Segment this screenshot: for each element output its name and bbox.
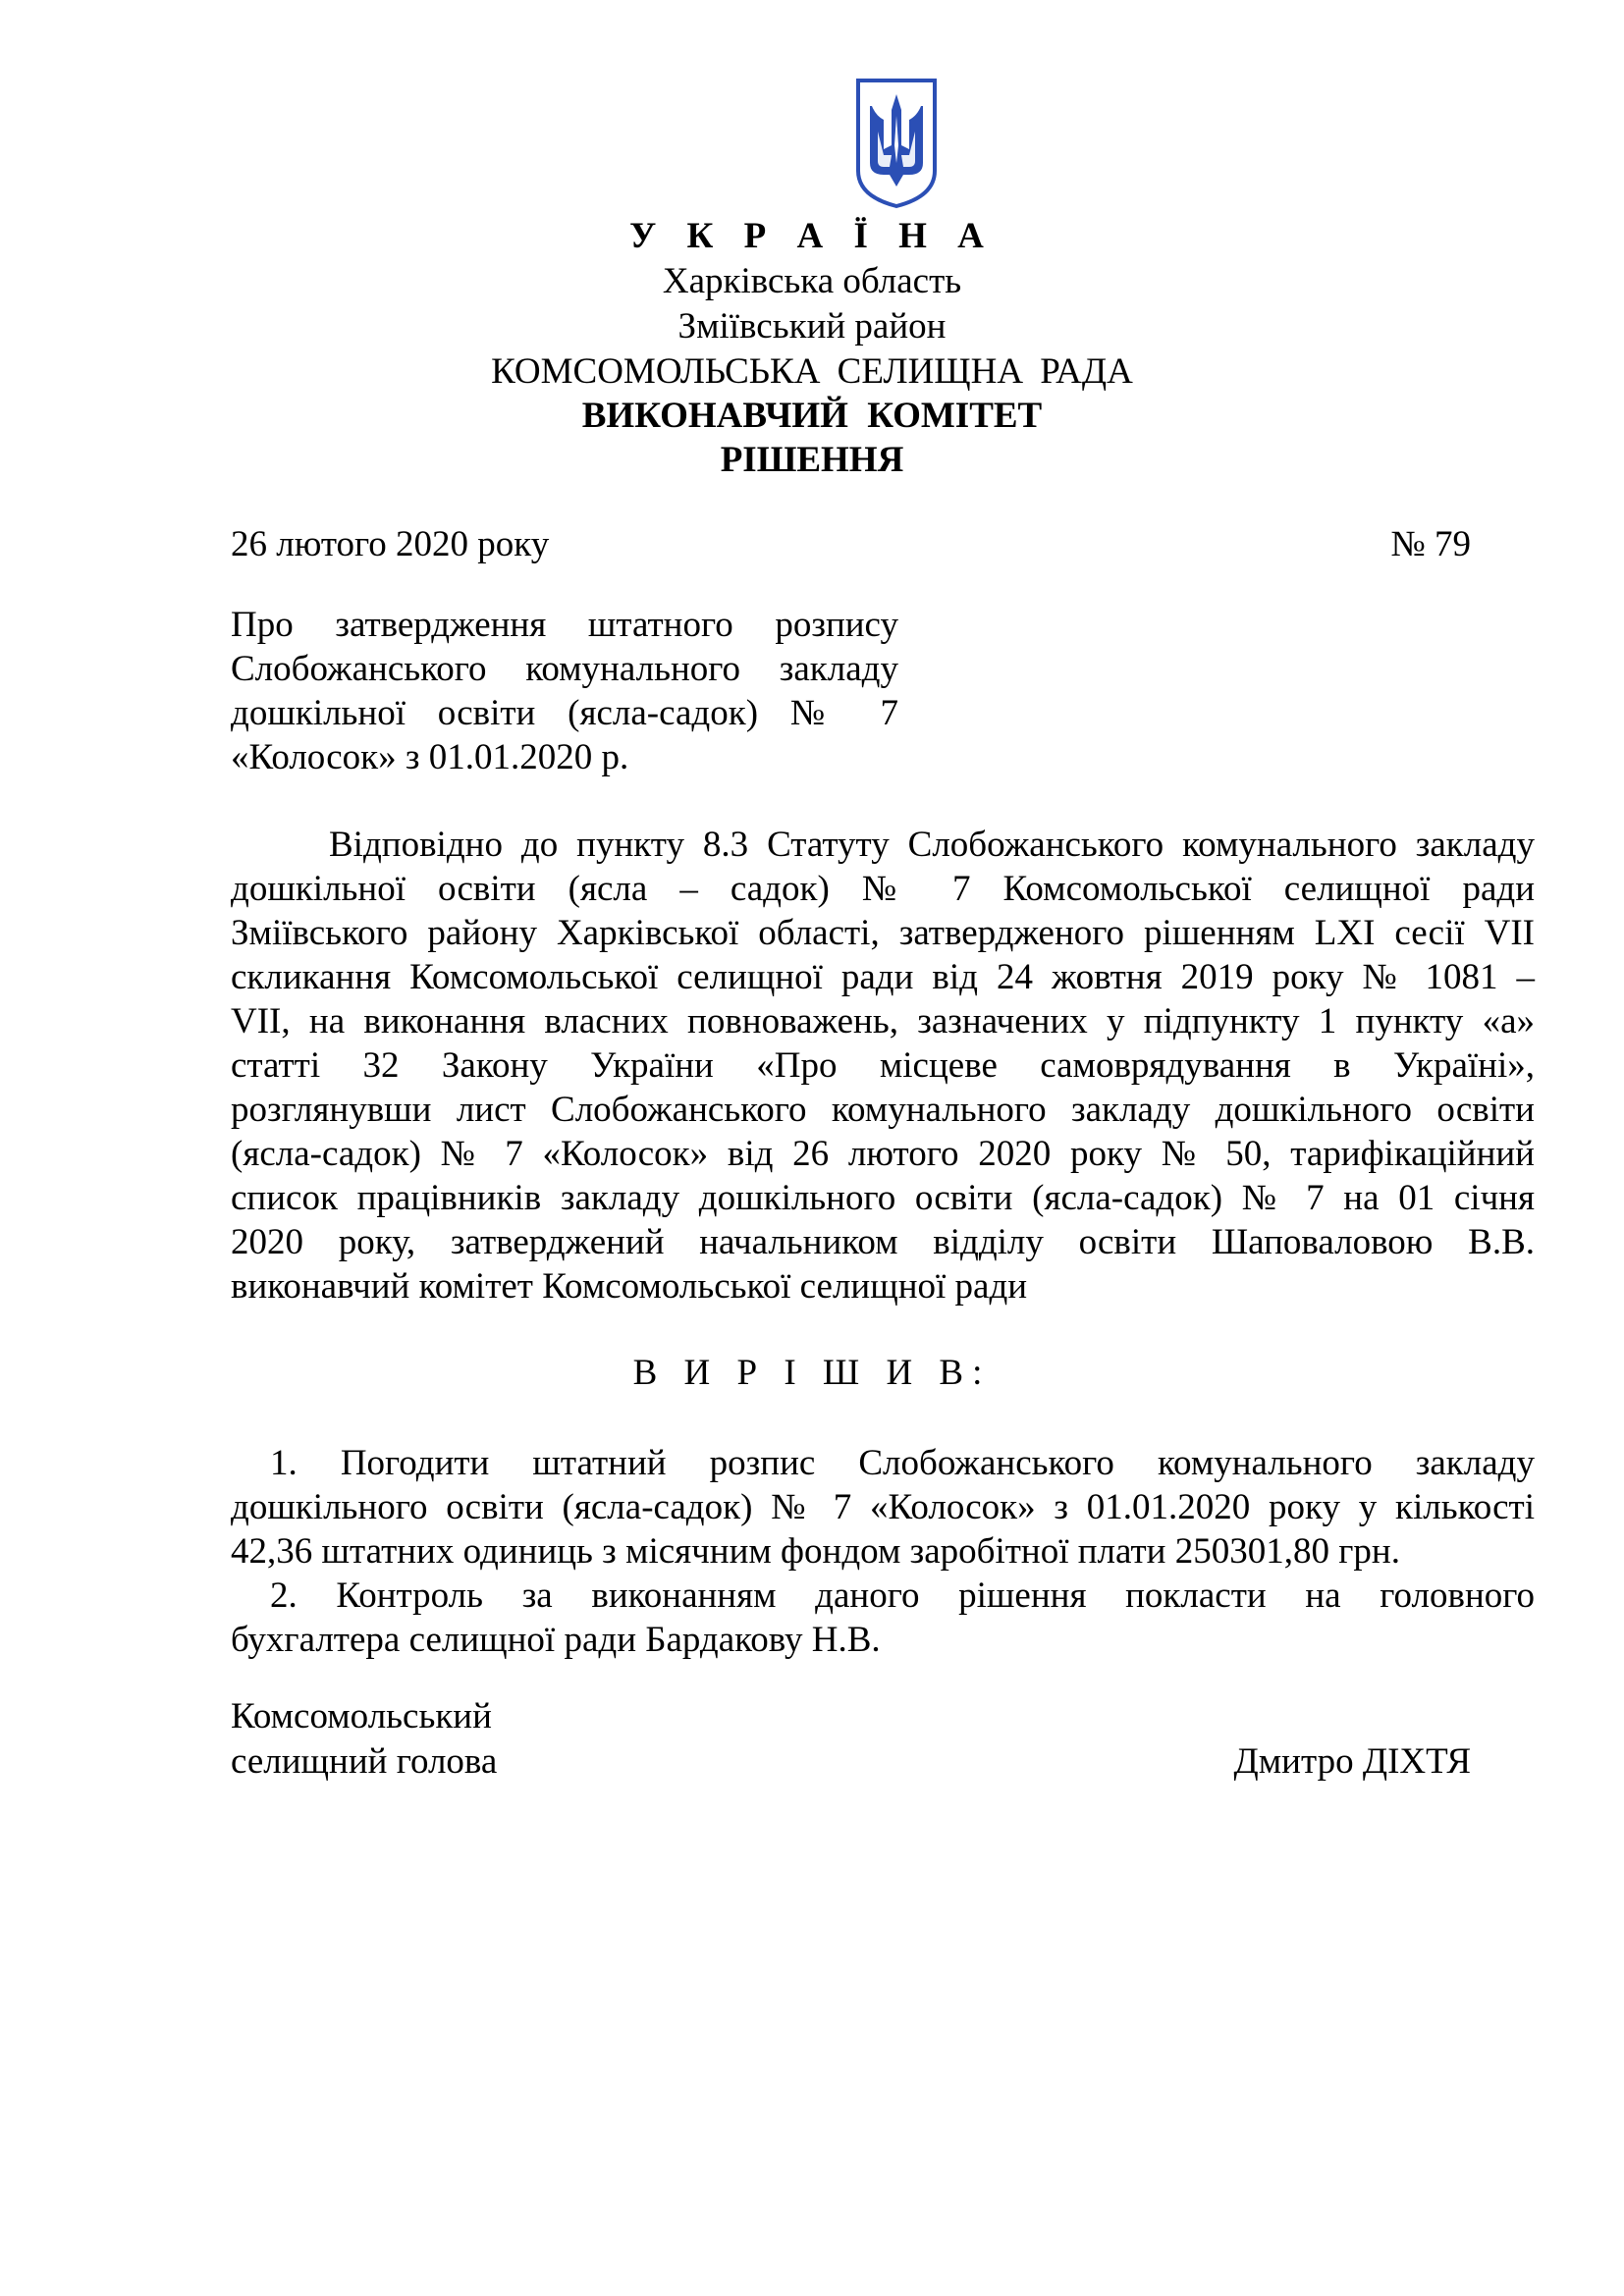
preamble-paragraph (231, 823, 1535, 1308)
paragraph-line: дошкільної освіти (ясла – садок) № 7 Комсомольської селищної ради (231, 869, 1535, 909)
signatory-title (231, 1694, 497, 1785)
council-title: КОМСОМОЛЬСЬКА СЕЛИЩНА РАДА (491, 351, 1133, 392)
decision-number: № 79 (1390, 524, 1471, 564)
paragraph-line: Зміївського району Харківської області, затвердженого рішенням LXI сесії VII (231, 913, 1535, 953)
item-line: 42,36 штатних одиниць з місячним фондом заробітної плати 250301,80 грн. (231, 1531, 1400, 1572)
signatory-title-line: селищний голова (231, 1741, 498, 1782)
paragraph-line: розглянувши лист Слобожанського комунального закладу дошкільного освіти (231, 1090, 1535, 1130)
coat-of-arms-icon (852, 77, 941, 210)
subject-line: «Колосок» з 01.01.2020 р. (231, 737, 629, 777)
decision-subject (231, 603, 898, 779)
paragraph-line: Відповідно до пункту 8.3 Статуту Слобожанського комунального закладу (329, 825, 1535, 865)
decision-date: 26 лютого 2020 року (231, 524, 550, 564)
resolution-items (231, 1441, 1535, 1662)
paragraph-line: скликання Комсомольської селищної ради від 24 жовтня 2019 року № 1081 – (231, 957, 1535, 997)
committee-title: ВИКОНАВЧИЙ КОМІТЕТ (581, 396, 1043, 436)
item-line: дошкільного освіти (ясла-садок) № 7 «Колосок» з 01.01.2020 року у кількості (231, 1487, 1535, 1527)
subject-line: Слобожанського комунального закладу (231, 649, 898, 689)
oblast-title: Харківська область (662, 261, 962, 301)
subject-line: Про затвердження штатного розпису (231, 605, 898, 645)
paragraph-line: виконавчий комітет Комсомольської селищної ради (231, 1266, 1028, 1307)
signatory-title-line: Комсомольський (231, 1696, 492, 1736)
paragraph-line: список працівників закладу дошкільного освіти (ясла-садок) № 7 на 01 січня (231, 1178, 1535, 1218)
signatory-name: Дмитро ДІХТЯ (1233, 1741, 1471, 1782)
item-line: 1. Погодити штатний розпис Слобожанського комунального закладу (270, 1443, 1535, 1483)
paragraph-line: 2020 року, затверджений начальником відділу освіти Шаповаловою В.В. (231, 1222, 1535, 1262)
country-title: У К Р А Ї Н А (629, 216, 995, 256)
resolved-heading: В И Р І Ш И В: (632, 1353, 992, 1393)
item-line: бухгалтера селищної ради Бардакову Н.В. (231, 1620, 881, 1660)
decision-title: РІШЕННЯ (720, 440, 904, 480)
paragraph-line: статті 32 Закону України «Про місцеве самоврядування в Україні», (231, 1045, 1535, 1086)
subject-line: дошкільної освіти (ясла-садок) № 7 (231, 693, 898, 733)
paragraph-line: (ясла-садок) № 7 «Колосок» від 26 лютого 2020 року № 50, тарифікаційний (231, 1134, 1535, 1174)
raion-title: Зміївський район (677, 306, 947, 347)
item-line: 2. Контроль за виконанням даного рішення покласти на головного (270, 1575, 1535, 1616)
paragraph-line: VII, на виконання власних повноважень, зазначених у підпункту 1 пункту «а» (231, 1001, 1535, 1041)
